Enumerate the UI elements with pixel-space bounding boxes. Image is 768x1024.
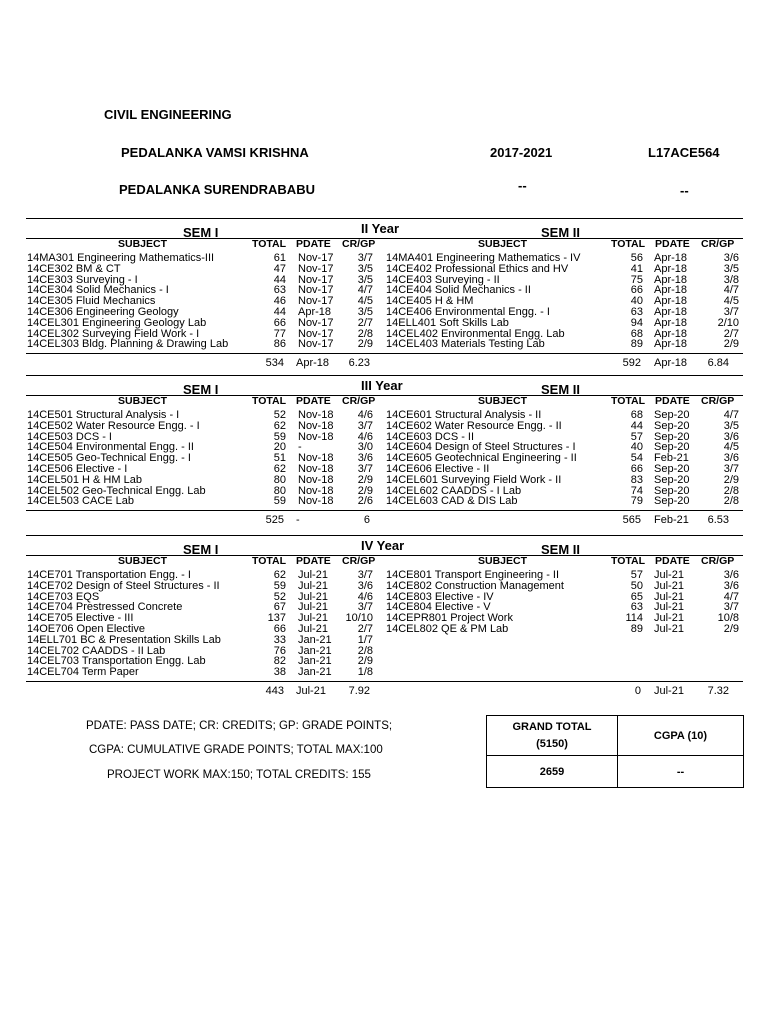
subject-pass-date: Jan-21 bbox=[298, 655, 332, 668]
subject-pass-date: Apr-18 bbox=[654, 284, 688, 297]
subject-name: 14CE504 Environmental Engg. - II bbox=[27, 441, 194, 454]
grand-total-value: 2659 bbox=[487, 756, 618, 788]
sem1-label: SEM I bbox=[183, 225, 219, 240]
subject-total: 65 bbox=[630, 590, 643, 603]
subject-pass-date: Apr-18 bbox=[654, 252, 688, 264]
col-total-sem1: TOTAL bbox=[252, 395, 287, 407]
subject-pass-date: Jul-21 bbox=[298, 579, 328, 592]
subject-total: 57 bbox=[630, 569, 643, 581]
subject-total: 75 bbox=[630, 273, 643, 286]
subject-pass-date: Jul-21 bbox=[298, 601, 328, 614]
subject-name: 14CE703 EQS bbox=[27, 590, 100, 603]
subject-credit-grade: 3/5 bbox=[357, 273, 373, 286]
subject-pass-date: Jul-21 bbox=[654, 623, 684, 635]
subject-pass-date: Apr-18 bbox=[654, 316, 688, 329]
subject-credit-grade: 4/6 bbox=[357, 590, 373, 603]
subject-total: 52 bbox=[273, 409, 286, 421]
subject-name: 14CE601 Structural Analysis - II bbox=[386, 409, 542, 421]
subject-pass-date: Jul-21 bbox=[654, 601, 684, 614]
col-pdate-sem2: PDATE bbox=[655, 395, 690, 407]
subject-name: 14CEL302 Surveying Field Work - I bbox=[27, 327, 200, 340]
subject-pass-date: Apr-18 bbox=[654, 306, 688, 318]
subject-credit-grade: 1/7 bbox=[357, 633, 373, 646]
subject-total: 40 bbox=[630, 295, 643, 308]
subject-name: 14CE602 Water Resource Engg. - II bbox=[386, 419, 562, 432]
subject-total: 82 bbox=[273, 655, 286, 668]
subject-total: 63 bbox=[273, 284, 286, 297]
subject-name: 14CEL702 CAADDS - II Lab bbox=[27, 644, 166, 657]
subject-total: 79 bbox=[630, 495, 643, 508]
subject-credit-grade: 2/9 bbox=[357, 473, 373, 486]
subject-total: 74 bbox=[630, 484, 643, 497]
subject-pass-date: Nov-18 bbox=[298, 463, 334, 475]
subject-name: 14CE801 Transport Engineering - II bbox=[386, 569, 560, 581]
subject-name: 14CEL403 Materials Testing Lab bbox=[386, 338, 545, 351]
col-subject-sem1: SUBJECT bbox=[118, 555, 168, 567]
subject-name: 14CE303 Surveying - I bbox=[27, 273, 138, 286]
subject-total: 66 bbox=[273, 623, 286, 635]
subject-name: 14CEL703 Transportation Engg. Lab bbox=[27, 655, 206, 668]
subject-name: 14CE802 Construction Management bbox=[386, 579, 564, 592]
subject-total: 66 bbox=[630, 284, 643, 297]
subject-credit-grade: 2/9 bbox=[357, 655, 373, 668]
subject-total: 68 bbox=[630, 327, 643, 340]
col-crgp-sem2: CR/GP bbox=[701, 555, 735, 567]
subject-credit-grade: 2/8 bbox=[357, 327, 373, 340]
subject-pass-date: Sep-20 bbox=[654, 463, 690, 475]
subject-total: 44 bbox=[273, 306, 286, 318]
subject-pass-date: Nov-18 bbox=[298, 495, 334, 508]
col-subject-sem2: SUBJECT bbox=[478, 555, 528, 567]
subject-pass-date: Nov-17 bbox=[298, 338, 334, 351]
registration-number: L17ACE564 bbox=[648, 145, 720, 160]
col-total-sem2: TOTAL bbox=[611, 555, 646, 567]
sem1-gpa: 6.23 bbox=[348, 357, 370, 370]
subject-pass-date: Apr-18 bbox=[654, 262, 688, 275]
subject-name: 14CE505 Geo-Technical Engg. - I bbox=[27, 452, 191, 465]
subject-pass-date: Jul-21 bbox=[654, 612, 684, 625]
col-subject-sem2: SUBJECT bbox=[478, 238, 528, 250]
subject-credit-grade: 3/6 bbox=[723, 430, 739, 443]
subject-credit-grade: 3/7 bbox=[357, 569, 373, 581]
subject-credit-grade: 3/7 bbox=[357, 252, 373, 264]
subject-total: 63 bbox=[630, 306, 643, 318]
subject-credit-grade: 4/7 bbox=[723, 284, 739, 297]
subject-pass-date: Sep-20 bbox=[654, 441, 690, 454]
subject-name: 14CE702 Design of Steel Structures - II bbox=[27, 579, 220, 592]
subject-credit-grade: 3/7 bbox=[723, 463, 739, 475]
legend-note-2: CGPA: CUMULATIVE GRADE POINTS; TOTAL MAX:100 bbox=[89, 744, 383, 756]
subject-total: 52 bbox=[273, 590, 286, 603]
subject-pass-date: Jul-21 bbox=[298, 612, 328, 625]
subject-name: 14CE603 DCS - II bbox=[386, 430, 475, 443]
subject-credit-grade: 3/8 bbox=[723, 273, 739, 286]
sem1-gpa: 7.92 bbox=[348, 685, 370, 697]
subject-name: 14ELL701 BC & Presentation Skills Lab bbox=[27, 633, 221, 646]
subject-total: 63 bbox=[630, 601, 643, 614]
year-label: II Year bbox=[361, 221, 400, 236]
subject-credit-grade: 2/7 bbox=[357, 316, 373, 329]
subject-total: 94 bbox=[630, 316, 643, 329]
grand-total-header bbox=[487, 716, 618, 756]
subject-name: 14CEL303 Bldg. Planning & Drawing Lab bbox=[27, 338, 229, 351]
sem2-total-marks: 592 bbox=[622, 357, 641, 370]
subject-pass-date: Jan-21 bbox=[298, 666, 332, 679]
subject-name: 14CEL602 CAADDS - I Lab bbox=[386, 484, 522, 497]
subject-pass-date: Jan-21 bbox=[298, 644, 332, 657]
subject-total: 41 bbox=[630, 262, 643, 275]
col-pdate-sem1: PDATE bbox=[296, 238, 331, 250]
subject-total: 61 bbox=[273, 252, 286, 264]
subject-credit-grade: 2/10 bbox=[717, 316, 739, 329]
subject-total: 59 bbox=[273, 579, 286, 592]
subject-credit-grade: 2/9 bbox=[723, 473, 739, 486]
subject-credit-grade: 2/7 bbox=[723, 327, 739, 340]
subject-name: 14CE704 Prestressed Concrete bbox=[27, 601, 183, 614]
subject-name: 14CE402 Professional Ethics and HV bbox=[386, 262, 569, 275]
subject-name: 14CEL503 CACE Lab bbox=[27, 495, 135, 508]
subject-name: 14CEL603 CAD & DIS Lab bbox=[386, 495, 518, 508]
col-pdate-sem2: PDATE bbox=[655, 238, 690, 250]
subject-total: 137 bbox=[267, 612, 286, 625]
col-total-sem2: TOTAL bbox=[611, 395, 646, 407]
sem1-total-marks: 525 bbox=[265, 514, 284, 527]
subject-total: 62 bbox=[273, 463, 286, 475]
section-totals-rule bbox=[26, 681, 743, 682]
subject-credit-grade: 2/6 bbox=[357, 495, 373, 508]
subject-credit-grade: 10/8 bbox=[717, 612, 739, 625]
subject-total: 80 bbox=[273, 484, 286, 497]
subject-pass-date: Jul-21 bbox=[654, 579, 684, 592]
subject-credit-grade: 2/9 bbox=[357, 484, 373, 497]
subject-pass-date: Nov-17 bbox=[298, 252, 334, 264]
subject-name: 14OE706 Open Elective bbox=[27, 623, 146, 635]
subject-pass-date: Jul-21 bbox=[654, 590, 684, 603]
sem1-total-pass-date: Jul-21 bbox=[296, 685, 326, 697]
grand-total-max: (5150) bbox=[536, 737, 568, 750]
subject-pass-date: Sep-20 bbox=[654, 430, 690, 443]
subject-name: 14CE701 Transportation Engg. - I bbox=[27, 569, 191, 581]
col-pdate-sem1: PDATE bbox=[296, 555, 331, 567]
subject-credit-grade: 3/7 bbox=[723, 601, 739, 614]
col-crgp-sem1: CR/GP bbox=[342, 395, 376, 407]
subject-credit-grade: 3/7 bbox=[723, 306, 739, 318]
subject-pass-date: Nov-18 bbox=[298, 473, 334, 486]
subject-name: 14CE403 Surveying - II bbox=[386, 273, 500, 286]
subject-credit-grade: 1/8 bbox=[357, 666, 373, 679]
subject-credit-grade: 3/6 bbox=[357, 452, 373, 465]
subject-credit-grade: 4/7 bbox=[357, 284, 373, 297]
subject-credit-grade: 3/6 bbox=[723, 569, 739, 581]
subject-pass-date: Apr-18 bbox=[654, 327, 688, 340]
sem1-total-pass-date: - bbox=[296, 514, 300, 527]
sem1-total-marks: 534 bbox=[265, 357, 284, 370]
subject-total: 56 bbox=[630, 252, 643, 264]
subject-total: 50 bbox=[630, 579, 643, 592]
sem2-gpa: 6.53 bbox=[707, 514, 729, 527]
subject-name: 14CE306 Engineering Geology bbox=[27, 306, 179, 318]
subject-pass-date: Apr-18 bbox=[654, 338, 688, 351]
subject-total: 67 bbox=[273, 601, 286, 614]
subject-name: 14CE405 H & HM bbox=[386, 295, 474, 308]
sem1-total-pass-date: Apr-18 bbox=[296, 357, 330, 370]
subject-total: 59 bbox=[273, 495, 286, 508]
subject-name: 14CE404 Solid Mechanics - II bbox=[386, 284, 531, 297]
department-label: CIVIL ENGINEERING bbox=[104, 107, 232, 122]
subject-name: 14CE705 Elective - III bbox=[27, 612, 134, 625]
subject-total: 44 bbox=[630, 419, 643, 432]
subject-total: 38 bbox=[273, 666, 286, 679]
subject-name: 14CEL802 QE & PM Lab bbox=[386, 623, 509, 635]
sem1-label: SEM I bbox=[183, 382, 219, 397]
subject-total: 47 bbox=[273, 262, 286, 275]
subject-pass-date: Jul-21 bbox=[654, 569, 684, 581]
subject-pass-date: Apr-18 bbox=[298, 306, 332, 318]
section-top-rule bbox=[26, 375, 743, 376]
subject-name: 14CEL601 Surveying Field Work - II bbox=[386, 473, 562, 486]
subject-name: 14CE501 Structural Analysis - I bbox=[27, 409, 180, 421]
subject-name: 14CE605 Geotechnical Engineering - II bbox=[386, 452, 577, 465]
subject-name: 14CE305 Fluid Mechanics bbox=[27, 295, 156, 308]
subject-total: 114 bbox=[625, 612, 643, 625]
sem1-label: SEM I bbox=[183, 542, 219, 557]
grand-total-label: GRAND TOTAL bbox=[512, 720, 592, 733]
subject-pass-date: Nov-18 bbox=[298, 419, 334, 432]
subject-credit-grade: 2/9 bbox=[723, 338, 739, 351]
student-name: PEDALANKA VAMSI KRISHNA bbox=[121, 145, 309, 160]
subject-total: 54 bbox=[630, 452, 643, 465]
subject-pass-date: Nov-18 bbox=[298, 430, 334, 443]
legend-note-3: PROJECT WORK MAX:150; TOTAL CREDITS: 155 bbox=[107, 769, 371, 781]
subject-credit-grade: 4/5 bbox=[723, 295, 739, 308]
subject-credit-grade: 4/6 bbox=[357, 409, 373, 421]
sem2-gpa: 7.32 bbox=[707, 685, 729, 697]
col-pdate-sem2: PDATE bbox=[655, 555, 690, 567]
sem1-gpa: 6 bbox=[363, 514, 370, 527]
subject-pass-date: Apr-18 bbox=[654, 295, 688, 308]
subject-pass-date: Nov-18 bbox=[298, 484, 334, 497]
subject-name: 14CE406 Environmental Engg. - I bbox=[386, 306, 550, 318]
subject-name: 14CE304 Solid Mechanics - I bbox=[27, 284, 169, 297]
subject-pass-date: Jan-21 bbox=[298, 633, 332, 646]
subject-pass-date: Nov-18 bbox=[298, 452, 334, 465]
year-label: III Year bbox=[361, 378, 403, 393]
sem2-total-pass-date: Feb-21 bbox=[654, 514, 689, 527]
subject-total: 80 bbox=[273, 473, 286, 486]
col-subject-sem1: SUBJECT bbox=[118, 395, 168, 407]
sem2-label: SEM II bbox=[541, 382, 581, 397]
subject-credit-grade: 3/5 bbox=[357, 262, 373, 275]
subject-total: 86 bbox=[273, 338, 286, 351]
section-top-rule bbox=[26, 218, 743, 219]
sem2-total-marks: 0 bbox=[634, 685, 641, 697]
subject-credit-grade: 2/9 bbox=[357, 338, 373, 351]
subject-credit-grade: 2/8 bbox=[723, 484, 739, 497]
col-crgp-sem1: CR/GP bbox=[342, 555, 376, 567]
subject-pass-date: Nov-17 bbox=[298, 327, 334, 340]
subject-credit-grade: 2/8 bbox=[357, 644, 373, 657]
subject-credit-grade: 3/5 bbox=[723, 419, 739, 432]
subject-total: 89 bbox=[630, 338, 643, 351]
col-total-sem2: TOTAL bbox=[611, 238, 646, 250]
subject-credit-grade: 10/10 bbox=[345, 612, 373, 625]
subject-name: 14CEL402 Environmental Engg. Lab bbox=[386, 327, 565, 340]
subject-total: 66 bbox=[630, 463, 643, 475]
subject-credit-grade: 3/6 bbox=[357, 579, 373, 592]
dash-value-2: -- bbox=[680, 183, 689, 198]
subject-credit-grade: 4/7 bbox=[723, 409, 739, 421]
subject-name: 14CEL501 H & HM Lab bbox=[27, 473, 142, 486]
cgpa-value: -- bbox=[618, 756, 744, 788]
batch: 2017-2021 bbox=[490, 145, 553, 160]
subject-credit-grade: 3/6 bbox=[723, 579, 739, 592]
subject-pass-date: Jul-21 bbox=[298, 569, 328, 581]
parent-name: PEDALANKA SURENDRABABU bbox=[119, 182, 315, 197]
subject-pass-date: Sep-20 bbox=[654, 473, 690, 486]
col-crgp-sem2: CR/GP bbox=[701, 238, 735, 250]
col-total-sem1: TOTAL bbox=[252, 238, 287, 250]
subject-credit-grade: 3/6 bbox=[723, 452, 739, 465]
subject-pass-date: Sep-20 bbox=[654, 409, 690, 421]
subject-total: 33 bbox=[273, 633, 286, 646]
subject-total: 62 bbox=[273, 419, 286, 432]
subject-pass-date: Apr-18 bbox=[654, 273, 688, 286]
grand-total-table bbox=[486, 715, 744, 788]
section-totals-rule bbox=[26, 510, 743, 511]
subject-total: 89 bbox=[630, 623, 643, 635]
subject-credit-grade: 2/7 bbox=[357, 623, 373, 635]
subject-name: 14CE804 Elective - V bbox=[386, 601, 491, 614]
subject-pass-date: Jul-21 bbox=[298, 590, 328, 603]
sem2-label: SEM II bbox=[541, 542, 581, 557]
subject-pass-date: Nov-17 bbox=[298, 316, 334, 329]
subject-name: 14CE606 Elective - II bbox=[386, 463, 490, 475]
sem2-total-marks: 565 bbox=[622, 514, 641, 527]
subject-total: 57 bbox=[630, 430, 643, 443]
subject-pass-date: Nov-17 bbox=[298, 262, 334, 275]
subject-total: 46 bbox=[273, 295, 286, 308]
col-crgp-sem1: CR/GP bbox=[342, 238, 376, 250]
sem2-label: SEM II bbox=[541, 225, 581, 240]
subject-name: 14MA401 Engineering Mathematics - IV bbox=[386, 252, 581, 264]
subject-total: 76 bbox=[273, 644, 286, 657]
subject-credit-grade: 4/7 bbox=[723, 590, 739, 603]
sem1-total-marks: 443 bbox=[265, 685, 284, 697]
subject-total: 51 bbox=[273, 452, 286, 465]
subject-pass-date: Nov-17 bbox=[298, 295, 334, 308]
subject-credit-grade: 4/5 bbox=[357, 295, 373, 308]
subject-total: 20 bbox=[273, 441, 286, 454]
subject-name: 14CE302 BM & CT bbox=[27, 262, 121, 275]
subject-total: 62 bbox=[273, 569, 286, 581]
subject-name: 14CEL502 Geo-Technical Engg. Lab bbox=[27, 484, 206, 497]
subject-total: 68 bbox=[630, 409, 643, 421]
subject-name: 14CE506 Elective - I bbox=[27, 463, 128, 475]
subject-pass-date: Sep-20 bbox=[654, 419, 690, 432]
subject-credit-grade: 3/5 bbox=[357, 306, 373, 318]
sem2-gpa: 6.84 bbox=[707, 357, 729, 370]
sem2-total-pass-date: Jul-21 bbox=[654, 685, 684, 697]
subject-pass-date: Nov-17 bbox=[298, 284, 334, 297]
subject-pass-date: Nov-18 bbox=[298, 409, 334, 421]
legend-note-1: PDATE: PASS DATE; CR: CREDITS; GP: GRADE POINTS; bbox=[86, 720, 393, 732]
subject-total: 59 bbox=[273, 430, 286, 443]
col-pdate-sem1: PDATE bbox=[296, 395, 331, 407]
dash-value-1: -- bbox=[518, 178, 527, 193]
year-label: IV Year bbox=[361, 538, 405, 553]
subject-credit-grade: 2/8 bbox=[723, 495, 739, 508]
subject-credit-grade: 2/9 bbox=[723, 623, 739, 635]
section-totals-rule bbox=[26, 353, 743, 354]
subject-name: 14CEPR801 Project Work bbox=[386, 612, 513, 625]
col-crgp-sem2: CR/GP bbox=[701, 395, 735, 407]
section-top-rule bbox=[26, 535, 743, 536]
subject-total: 66 bbox=[273, 316, 286, 329]
subject-total: 44 bbox=[273, 273, 286, 286]
subject-total: 40 bbox=[630, 441, 643, 454]
subject-name: 14ELL401 Soft Skills Lab bbox=[386, 316, 509, 329]
subject-name: 14MA301 Engineering Mathematics-III bbox=[27, 252, 215, 264]
col-subject-sem1: SUBJECT bbox=[118, 238, 168, 250]
subject-credit-grade: 3/5 bbox=[723, 262, 739, 275]
subject-name: 14CE503 DCS - I bbox=[27, 430, 112, 443]
subject-credit-grade: 4/5 bbox=[723, 441, 739, 454]
subject-pass-date: Nov-17 bbox=[298, 273, 334, 286]
col-total-sem1: TOTAL bbox=[252, 555, 287, 567]
subject-name: 14CEL301 Engineering Geology Lab bbox=[27, 316, 207, 329]
subject-credit-grade: 3/7 bbox=[357, 419, 373, 432]
subject-name: 14CE604 Design of Steel Structures - I bbox=[386, 441, 576, 454]
subject-name: 14CE502 Water Resource Engg. - I bbox=[27, 419, 200, 432]
subject-credit-grade: 3/7 bbox=[357, 463, 373, 475]
subject-pass-date: Sep-20 bbox=[654, 495, 690, 508]
subject-credit-grade: 3/6 bbox=[723, 252, 739, 264]
subject-total: 77 bbox=[273, 327, 286, 340]
subject-name: 14CEL704 Term Paper bbox=[27, 666, 139, 679]
subject-pass-date: Jul-21 bbox=[298, 623, 328, 635]
subject-credit-grade: 3/0 bbox=[357, 441, 373, 454]
subject-credit-grade: 3/7 bbox=[357, 601, 373, 614]
cgpa-header: CGPA (10) bbox=[618, 716, 744, 756]
subject-name: 14CE803 Elective - IV bbox=[386, 590, 494, 603]
subject-pass-date: - bbox=[298, 441, 302, 454]
col-subject-sem2: SUBJECT bbox=[478, 395, 528, 407]
subject-pass-date: Feb-21 bbox=[654, 452, 689, 465]
subject-pass-date: Sep-20 bbox=[654, 484, 690, 497]
sem2-total-pass-date: Apr-18 bbox=[654, 357, 688, 370]
subject-total: 83 bbox=[630, 473, 643, 486]
subject-credit-grade: 4/6 bbox=[357, 430, 373, 443]
